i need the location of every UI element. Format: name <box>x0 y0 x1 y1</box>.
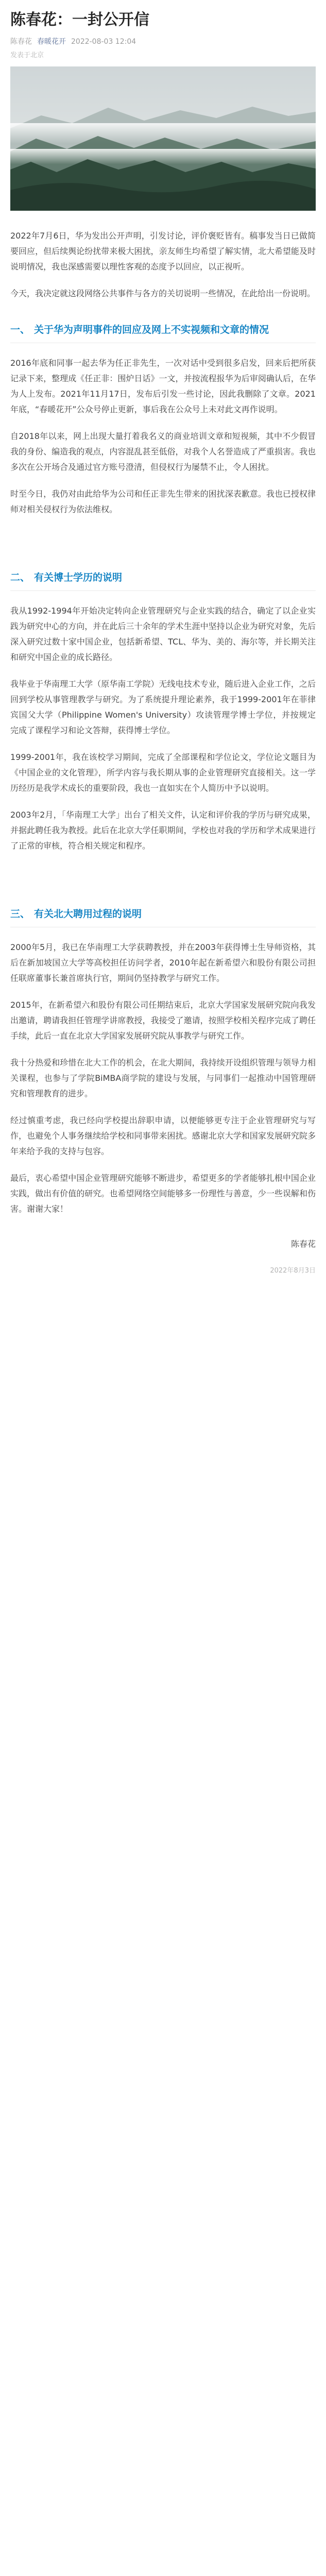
section-number: 一、 <box>10 324 30 335</box>
signature-date: 2022年8月3日 <box>270 1267 316 1275</box>
spacer <box>10 529 316 549</box>
spacer <box>10 865 316 886</box>
intro-paragraph-1: 2022年7月6日，华为发出公开声明，引发讨论，评价褒贬皆有。稿事发当日已做简要回应，但后续舆论纷扰带来极大困扰，亲友师生均希望了解实情，北大希望能及时说明情况，我也深感需要以理性客观的态度予以回应，以正视听。 <box>10 231 316 272</box>
section-1-paragraph: 自2018年以来，网上出现大量打着我名义的商业培训文章和短视频，其中不少假冒我的身份、编造我的观点，内容混乱甚至低俗，对我个人名誉造成了严重损害。我也多次在公开场合及通过官方账号澄清，但侵权行为屡禁不止，令人困扰。 <box>10 431 316 472</box>
account-link[interactable]: 春暖花开 <box>37 38 66 46</box>
section-3-paragraph: 我十分热爱和珍惜在北大工作的机会，在北大期间，我持续开设组织管理与领导力相关课程，也参与了学院BiMBA商学院的建设与发展，与同事们一起推动中国管理研究和管理教育的进步。 <box>10 1058 316 1098</box>
section-number: 三、 <box>10 908 30 920</box>
section-1-paragraph: 2016年底和同事一起去华为任正非先生，一次对话中受到很多启发，回来后把所获记录下来，整理成《任正非：围炉日话》一文，并按流程报华为后审阅确认后，在华为人上发布。2021年11月17日，发布后引发一些讨论，因此我删除了文章。2021年底，“春暖花开”公众号停止更新，事后我在公众号上未对此文再作说明。 <box>10 358 316 414</box>
section-2-paragraph: 2003年2月，「华南理工大学」出台了相关文件，认定和评价我的学历与研究成果，并据此聘任我为教授。此后在北京大学任职期间，学校也对我的学历和学术成果进行了正常的审核，符合相关规定和程序。 <box>10 810 316 851</box>
section-title: 有关博士学历的说明 <box>34 572 123 583</box>
section-3-paragraph: 最后，衷心希望中国企业管理研究能够不断进步，希望更多的学者能够扎根中国企业实践，做出有价值的研究。也希望网络空间能够多一份理性与善意，少一些误解和伤害。谢谢大家！ <box>10 1173 316 1214</box>
signature-name: 陈春花 <box>290 1239 316 1249</box>
section-1-paragraph: 时至今日，我仍对由此给华为公司和任正非先生带来的困扰深表歉意。我也已授权律师对相关侵权行为依法维权。 <box>10 489 316 514</box>
publish-location: 发表于北京 <box>10 52 44 59</box>
section-title: 有关北大聘用过程的说明 <box>34 908 142 920</box>
author-name: 陈春花 <box>10 38 32 46</box>
hero-image <box>10 66 316 211</box>
publish-datetime: 2022-08-03 12:04 <box>71 38 136 46</box>
section-3-paragraph: 2015年，在新希望六和股份有限公司任期结束后，北京大学国家发展研究院向我发出邀请，聘请我担任管理学讲席教授，我接受了邀请，按照学校相关程序完成了聘任手续，此后一直在北京大学国家发展研究院从事教学与研究工作。 <box>10 1000 316 1041</box>
intro-paragraph-2: 今天，我决定就这段网络公共事件与各方的关切说明一些情况，在此给出一份说明。 <box>10 289 316 298</box>
section-3-paragraph: 2000年5月，我已在华南理工大学获聘教授，并在2003年获得博士生导师资格，其后在新加坡国立大学等高校担任访问学者，2010年起在新希望六和股份有限公司担任联席董事长兼首席执行官，期间仍坚持教学与研究工作。 <box>10 942 316 983</box>
section-2-paragraph: 我毕业于华南理工大学（原华南工学院）无线电技术专业，随后进入企业工作，之后回到学校从事管理教学与研究。为了系统提升理论素养，我于1999-2001年在菲律宾国父大学（Philippine Women's University）攻读管理学博士学位，并按规定完成了课程学习和论文答辩，获得博士学位。 <box>10 679 316 735</box>
section-title: 关于华为声明事件的回应及网上不实视频和文章的情况 <box>34 324 269 335</box>
section-heading-2 <box>10 570 316 591</box>
section-3-paragraph: 经过慎重考虑，我已经向学校提出辞职申请，以便能够更专注于企业管理研究与写作，也避免个人事务继续给学校和同事带来困扰。感谢北京大学和国家发展研究院多年来给予我的支持与包容。 <box>10 1115 316 1156</box>
section-number: 二、 <box>10 572 30 583</box>
section-2-paragraph: 1999-2001年，我在该校学习期间，完成了全部课程和学位论文，学位论文题目为《中国企业的文化管理》，所学内容与我长期从事的企业管理研究直接相关。这一学历经历是我学术成长的重要阶段，我也一直如实在个人简历中予以说明。 <box>10 752 316 793</box>
article-title: 陈春花：一封公开信 <box>10 11 149 29</box>
section-2-paragraph: 我从1992-1994年开始决定转向企业管理研究与企业实践的结合，确定了以企业实践为研究中心的方向，并在此后三十余年的学术生涯中坚持以企业为研究对象，先后深入研究过数十家中国企业，包括新希望、TCL、华为、美的、海尔等，并长期关注和研究中国企业的成长路径。 <box>10 606 316 662</box>
article-meta <box>10 36 316 47</box>
section-heading-1 <box>10 322 316 343</box>
section-heading-3 <box>10 906 316 927</box>
